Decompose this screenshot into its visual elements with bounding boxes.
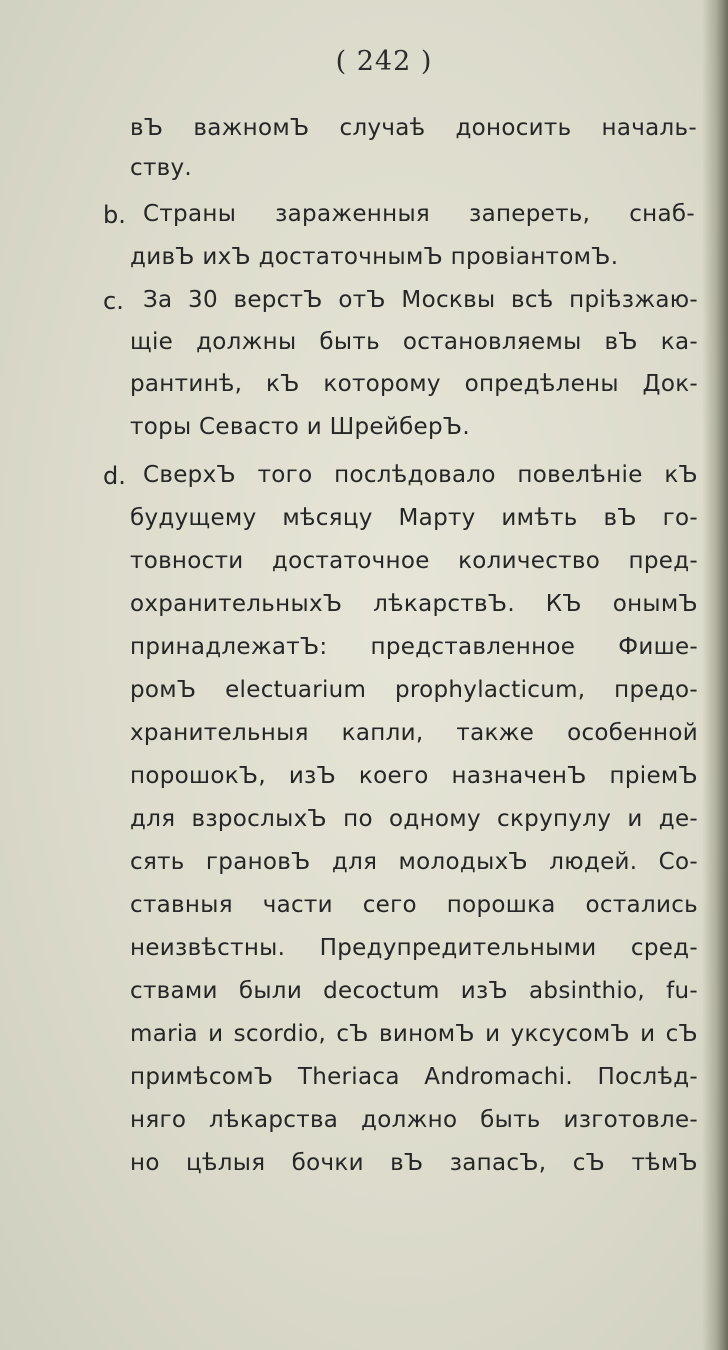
text-line: торы Севасто и ШрейберЪ.: [130, 414, 470, 440]
page-edge-shadow: [702, 0, 728, 1350]
text-line: порошокЪ, изЪ коего назначенЪ пріемЪ: [130, 763, 698, 789]
page-number: ( 242 ): [335, 46, 433, 77]
text-line: За 30 верстЪ отЪ Москвы всѣ пріѣзжаю-: [143, 287, 698, 313]
text-line: СверхЪ того послѣдовало повелѣніе кЪ: [143, 462, 698, 488]
list-marker-d: d.: [103, 462, 126, 490]
text-line: рантинѣ, кЪ которому опредѣлены Док-: [130, 371, 698, 397]
text-line: сять грановЪ для молодыхЪ людей. Со-: [130, 849, 698, 875]
text-line: товности достаточное количество пред-: [130, 548, 698, 574]
text-line: дивЪ ихЪ достаточнымЪ провіантомЪ.: [130, 244, 619, 270]
text-line: вЪ важномЪ случаѣ доносить началь-: [130, 115, 697, 141]
text-line: maria и scordio, сЪ виномЪ и уксусомЪ и сЪ: [130, 1021, 698, 1047]
text-line: ставныя части сего порошка остались: [130, 892, 698, 918]
text-line: но цѣлыя бочки вЪ запасЪ, сЪ тѣмЪ: [130, 1150, 698, 1176]
text-line: охранительныхЪ лѣкарствЪ. КЪ онымЪ: [130, 591, 698, 617]
text-line: принадлежатЪ: представленное Фише-: [130, 634, 698, 660]
text-line: неизвѣстны. Предупредительными сред-: [130, 935, 698, 961]
text-line: ствами были decoctum изЪ absinthio, fu-: [130, 978, 698, 1004]
text-line: для взрослыхЪ по одному скрупулу и де-: [130, 806, 698, 832]
text-line: будущему мѣсяцу Марту имѣть вЪ го-: [130, 505, 698, 531]
text-line: примѣсомЪ Theriaca Andromachi. Послѣд-: [130, 1064, 698, 1090]
text-line: ству.: [130, 155, 193, 181]
text-line: щіе должны быть остановляемы вЪ ка-: [130, 329, 698, 355]
text-line: ромЪ electuarium prophylacticum, предо-: [130, 677, 698, 703]
text-line: Страны зараженныя запереть, снаб-: [143, 201, 695, 227]
list-marker-c: c.: [103, 287, 124, 315]
text-line: хранительныя капли, также особенной: [130, 720, 698, 746]
text-line: няго лѣкарства должно быть изготовле-: [130, 1107, 698, 1133]
list-marker-b: b.: [103, 201, 126, 229]
